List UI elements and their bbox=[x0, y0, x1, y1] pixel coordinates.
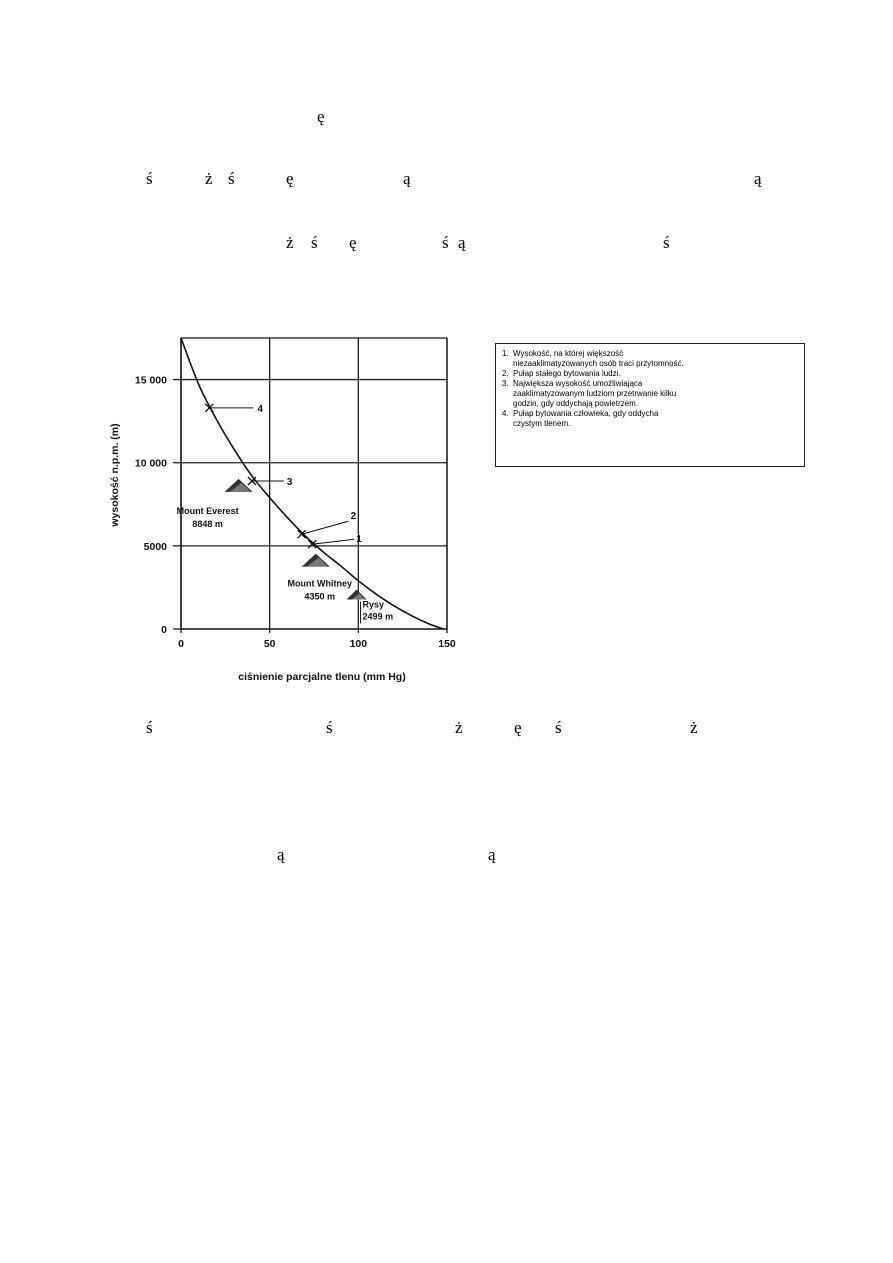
x-tick-label: 100 bbox=[349, 638, 368, 650]
text-fragment: ą bbox=[277, 845, 285, 864]
x-tick-label: 50 bbox=[263, 638, 276, 650]
marker-number-label: 1 bbox=[356, 534, 362, 546]
markers bbox=[205, 404, 362, 548]
mountain-annotations bbox=[177, 479, 393, 624]
marker-number-label: 3 bbox=[286, 477, 293, 489]
x-tick-label: 0 bbox=[178, 638, 184, 650]
legend-item-line: zaaklimatyzowanym ludziom przetrwanie kilku bbox=[513, 389, 677, 398]
legend-item-text bbox=[513, 369, 798, 379]
text-fragment: ż bbox=[286, 233, 294, 252]
mountain-height-label: 4350 m bbox=[304, 591, 336, 602]
legend-item-line: Pułap stałego bytowania ludzi. bbox=[513, 369, 621, 378]
text-fragment: ś bbox=[326, 718, 333, 737]
y-tick-label: 10 000 bbox=[134, 457, 167, 470]
altitude-pressure-chart bbox=[100, 320, 480, 700]
x-tick-label: 150 bbox=[438, 638, 456, 650]
legend-item bbox=[502, 409, 798, 429]
text-fragment: ś bbox=[442, 233, 449, 252]
marker-leader-line bbox=[302, 521, 349, 534]
y-tick-label: 0 bbox=[161, 624, 167, 636]
legend-item-number: 2. bbox=[502, 369, 509, 378]
legend-item-line: Pułap bytowania człowieka, gdy oddycha bbox=[513, 409, 659, 418]
legend-item-text bbox=[513, 409, 798, 429]
legend-item-line: Największa wysokość umożliwiająca bbox=[513, 379, 643, 388]
legend-item bbox=[502, 349, 798, 369]
mountain-name-label: Mount Whitney bbox=[287, 578, 353, 589]
legend-item-number: 1. bbox=[502, 349, 509, 358]
text-fragment: ę bbox=[317, 107, 325, 126]
mountain-height-label: 2499 m bbox=[362, 611, 394, 622]
text-fragment: ś bbox=[146, 169, 153, 188]
text-fragment: ę bbox=[514, 718, 522, 737]
legend-item-line: czystym tlenem. bbox=[513, 419, 571, 428]
mountain-name-label: Rysy bbox=[362, 599, 385, 610]
text-fragment: ą bbox=[754, 169, 762, 188]
legend-item bbox=[502, 369, 798, 379]
text-fragment: ę bbox=[286, 169, 294, 188]
legend-item-line: Wysokość, na której większość bbox=[513, 349, 624, 358]
chart-legend bbox=[495, 343, 805, 467]
legend-item-text bbox=[513, 349, 798, 369]
x-axis-title: ciśnienie parcjalne tlenu (mm Hg) bbox=[238, 671, 406, 683]
marker-leader-line bbox=[312, 539, 354, 544]
mountain-height-label: 8848 m bbox=[192, 518, 223, 529]
marker-number-label: 2 bbox=[350, 511, 357, 523]
text-fragment: ś bbox=[146, 718, 153, 737]
text-fragment: ę bbox=[349, 233, 357, 252]
text-fragment: ś bbox=[663, 233, 670, 252]
text-fragment: ą bbox=[403, 169, 411, 188]
legend-item-number: 4. bbox=[502, 409, 509, 418]
y-tick-label: 15 000 bbox=[134, 374, 167, 387]
mountain-name-label: Mount Everest bbox=[176, 505, 239, 516]
text-fragment: ś bbox=[228, 169, 235, 188]
y-axis-title: wysokość n.p.m. (m) bbox=[109, 423, 121, 527]
text-fragment: ż bbox=[690, 718, 698, 737]
text-fragment: ś bbox=[555, 718, 562, 737]
legend-item bbox=[502, 379, 798, 409]
text-fragment: ą bbox=[488, 845, 496, 864]
text-fragment: ż bbox=[455, 718, 463, 737]
legend-item-text bbox=[513, 379, 798, 409]
text-fragment: ż bbox=[205, 169, 213, 188]
marker-number-label: 4 bbox=[257, 403, 263, 415]
text-fragment: ś bbox=[311, 233, 318, 252]
y-tick-label: 5000 bbox=[143, 540, 167, 553]
legend-item-line: niezaaklimatyzowanych osób traci przytomność. bbox=[513, 359, 684, 368]
legend-item-number: 3. bbox=[502, 379, 509, 388]
text-fragment: ą bbox=[458, 233, 466, 252]
legend-item-line: godzin, gdy oddychają powietrzem. bbox=[513, 399, 638, 408]
